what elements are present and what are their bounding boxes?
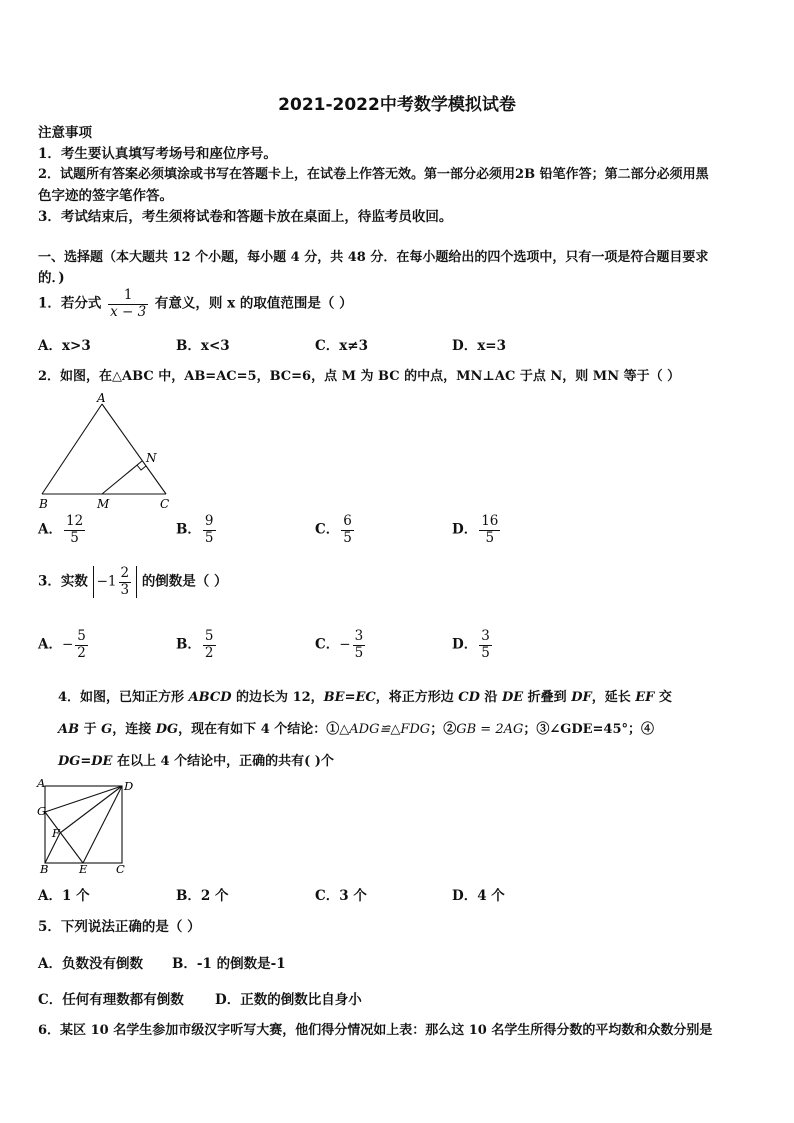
question-2: 2．如图，在△ABC 中，AB=AC=5，BC=6，点 M 为 BC 的中点，MN⊥AC 于点 N，则 MN 等于（ ） xyxy=(38,369,681,384)
q5-option-c: C．任何有理数都有倒数 xyxy=(38,992,184,1008)
question-6: 6．某区 10 名学生参加市级汉字听写大赛，他们得分情况如上表：那么这 10 名学生所得分数的平均数和众数分别是 xyxy=(38,1023,713,1038)
q4-label-d: D xyxy=(124,779,134,793)
question-3: 3．实数 −1 $\frac{2}{3}$ 的倒数是（ ） xyxy=(38,565,228,598)
q1-frac-den: x − 3 xyxy=(110,303,147,320)
q2-label-n: N xyxy=(146,451,157,465)
q1-option-c: C．x≠3 xyxy=(315,338,368,354)
q4-square-figure xyxy=(32,775,142,875)
notice-item-1: 1．考生要认真填写考场号和座位序号。 xyxy=(38,146,277,162)
section-heading-cont: 的．) xyxy=(38,270,65,286)
notice-item-3: 3．考试结束后，考生须将试卷和答题卡放在桌面上，待监考员收回。 xyxy=(38,209,453,225)
notice-item-2: 2．试题所有答案必须填涂或书写在答题卡上，在试卷上作答无效。第一部分必须用2B 铅笔作答；第二部分必须用黑 xyxy=(38,167,709,182)
q1-option-a: A．x>3 xyxy=(38,338,91,354)
q4-label-f: F xyxy=(52,826,60,840)
q2-side-ac xyxy=(102,404,166,494)
q5-option-d: D．正数的倒数比自身小 xyxy=(215,992,362,1008)
question-4-line-3: DG=DE 在以上 4 个结论中，正确的共有( )个 xyxy=(58,754,334,769)
q2-label-a: A xyxy=(97,392,106,405)
q3-option-b: B． $\frac{5}{2}$ xyxy=(176,628,214,661)
q1-suffix: 有意义，则 x 的取值范围是（ ） xyxy=(154,295,353,312)
q2-label-m: M xyxy=(97,497,110,511)
q1-frac-num: 1 xyxy=(123,287,133,303)
question-5: 5．下列说法正确的是（ ） xyxy=(38,919,201,935)
q5-option-b: B．-1 的倒数是-1 xyxy=(172,956,286,972)
q2-right-angle-mark xyxy=(137,465,146,470)
q4-square-abcd xyxy=(45,786,122,863)
q5-option-a: A．负数没有倒数 xyxy=(38,956,143,972)
q2-label-b: B xyxy=(39,497,48,511)
q2-option-a: A． $\frac{12}{5}$ xyxy=(38,513,84,546)
notice-heading: 注意事项 xyxy=(38,125,92,141)
notice-item-2-cont: 色字迹的签字笔作答。 xyxy=(38,188,173,204)
q4-option-b: B．2 个 xyxy=(176,888,229,904)
q3-option-a: A．− $\frac{5}{2}$ xyxy=(38,628,86,661)
q2-side-ab xyxy=(42,404,102,494)
q4-label-c: C xyxy=(116,862,125,875)
question-4-line-2: AB 于 G，连接 DG，现在有如下 4 个结论：①△ADG≌△FDG；②GB = 2AG；③∠GDE=45°；④ xyxy=(58,722,655,737)
q2-label-c: C xyxy=(160,497,170,511)
q2-option-d: D． $\frac{16}{5}$ xyxy=(452,513,499,546)
q1-option-d: D．x=3 xyxy=(452,338,506,354)
q3-option-c: C．− $\frac{3}{5}$ xyxy=(315,628,364,661)
q2-option-c: C． $\frac{6}{5}$ xyxy=(315,513,352,546)
q4-label-b: B xyxy=(40,862,49,875)
q1-prefix: 1．若分式 xyxy=(38,295,102,312)
question-4-line-1: 4．如图，已知正方形 ABCD 的边长为 12，BE=EC，将正方形边 CD 沿 DE 折叠到 DF，延长 EF 交 xyxy=(58,690,672,705)
q4-option-a: A．1 个 xyxy=(38,888,90,904)
q1-fraction xyxy=(108,288,148,320)
q2-triangle-figure xyxy=(30,392,180,512)
q2-option-b: B． $\frac{9}{5}$ xyxy=(176,513,214,546)
q1-option-b: B．x<3 xyxy=(176,338,230,354)
q4-label-a: A xyxy=(37,776,46,790)
q4-label-e: E xyxy=(79,862,88,875)
q2-segment-mn xyxy=(102,461,142,494)
q4-option-d: D．4 个 xyxy=(452,888,505,904)
q3-option-d: D． $\frac{3}{5}$ xyxy=(452,628,490,661)
q4-segment-df xyxy=(60,786,122,833)
q4-option-c: C．3 个 xyxy=(315,888,367,904)
section-heading: 一、选择题（本大题共 12 个小题，每小题 4 分，共 48 分．在每小题给出的四个选项中，只有一项是符合题目要求 xyxy=(38,250,709,265)
q4-label-g: G xyxy=(37,804,47,818)
q3-absolute-value: −1 $\frac{2}{3}$ xyxy=(93,566,138,598)
page-title: 2021-2022中考数学模拟试卷 xyxy=(278,95,516,115)
question-1 xyxy=(38,288,353,320)
